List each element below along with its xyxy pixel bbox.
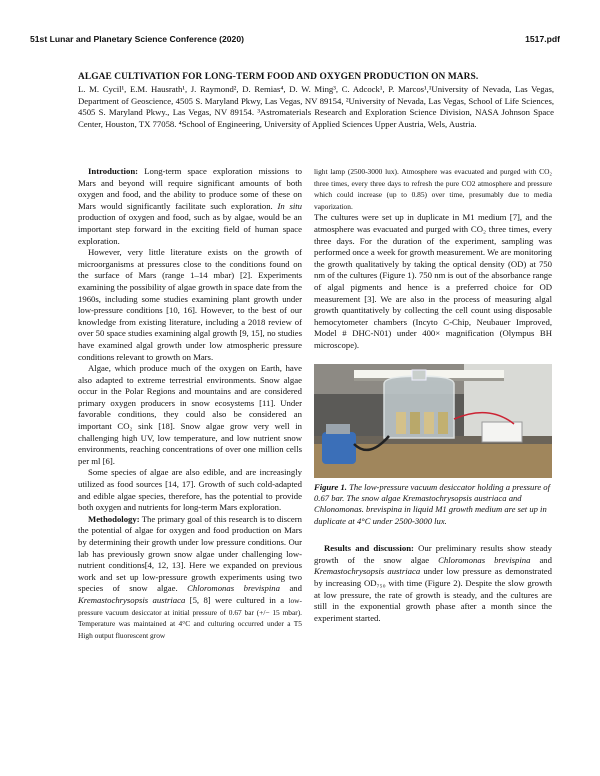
figure-1-caption: Figure 1. The low-pressure vacuum desiccator holding a pressure of 0.67 bar. The snow algae Kremastochrysopsis austriaca and Chlonomonas. brevispina in liquid M1 growth medium are set up in duplicate at 4°C under 2500-3000 lux. bbox=[314, 481, 550, 526]
right-column bbox=[314, 166, 552, 624]
intro-paragraph-4: Some species of algae are also edible, and are increasingly utilized as food sources [14, 17]. Growth of such cold-adapted and edible algae species, therefore, has the potential to provide both oxygen and nutrients for long-term Mars exploration. bbox=[78, 467, 302, 513]
intro-paragraph-3: Algae, which produce much of the oxygen on Earth, have also adapted to extreme terrestrial environments. Snow algae occur in the Polar Regions and mountains and are considered primary oxygen producers in snow ecosystems [11]. Under favorable conditions, they could also be considered an important CO₂ sink [18]. Snow algae grow very well in challenging high UV, low temperature, and low nutrient snow environments, reaching concentrations of over one million cells per ml [6]. bbox=[78, 363, 302, 466]
title-block bbox=[78, 72, 554, 130]
methodology-continued-2: The cultures were set up in duplicate in M1 medium [7], and the atmosphere was evacuated and purged with CO₂ three times, every three days. For the duration of the experiment, sampling was performed once a week for growth measurement. We are monitoring the growth qualitatively by taking the optical density (OD) at 750 nm of the cultures (Figure 1). 750 nm is out of the absorbance range of algal pigments and hence is a preferred choice for OD measurement [3]. We are also in the process of measuring algal growth quantitatively by collecting the cell count using disposable hemocytometer chambers (Incyto C-Chip, Neubauer Improved, Model # DHC-N01) under 400× magnification (Olympus BH microscope). bbox=[314, 212, 552, 350]
desiccator-photo bbox=[314, 364, 552, 478]
figure-1 bbox=[314, 364, 552, 528]
conference-name: 51st Lunar and Planetary Science Conference (2020) bbox=[30, 34, 244, 44]
methodology-paragraph: Methodology: The primary goal of this research is to discern the potential of algae for oxygen and food production on Mars by determining their growth under low pressure conditions. Our lab has previously grown snow algae under challenging low-nutrient conditions[4, 12, 13]. Here we expanded on previous work and set up low-pressure growth experiments using two species of snow algae. Chloromonas brevispina and Kremastochrysopsis austriaca [5, 8] were cultured in a low-pressure vacuum desiccator at initial pressure of 0.67 bar (+/− 15 mbar). Temperature was maintained at 4°C and culturing occurred under a T5 High output fluorescent grow bbox=[78, 513, 302, 640]
left-column bbox=[78, 166, 302, 641]
intro-heading: Introduction: bbox=[88, 166, 139, 176]
results-heading: Results and discussion: bbox=[324, 543, 414, 554]
author-affiliations: L. M. Cycil¹, E.M. Hausrath¹, J. Raymond², D. Remias⁴, D. W. Ming³, C. Adcock¹, P. Marcos¹,¹University of Nevada, Las Vegas, Department of Geoscience, 4505 S. Maryland Pkwy, Las Vegas, NV 89154, ²University of Nevada, Las Vegas, School of Life Sciences, 4505 S. Maryland Pkwy., Las Vegas, NV 89154. ³Astromaterials Research and Exploration Science Division, NASA Johnson Space Center, Houston, TX 77058. ⁴School of Engineering, University of Applied Sciences Upper Austria, Wels, Austria. bbox=[78, 84, 554, 129]
results-paragraph: Results and discussion: Our preliminary results show steady growth of the snow algae Chloromonas brevispina and Kremastochrysopsis austriaca under low pressure as demonstrated by increasing OD₇₅₀ with time (Figure 2). Despite the slow growth at low pressure, the rate of growth is steady, and the cultures are still in the exponential growth phase after a month since the experiment started. bbox=[314, 543, 552, 623]
methodology-continued: light lamp (2500-3000 lux). Atmosphere was evacuated and purged with CO₂ three times, every three days to refresh the pure CO2 atmosphere and pressure which could increase (up to 0.85) over time, presumably due to media vaporization. bbox=[314, 167, 552, 211]
intro-paragraph-2: However, very little literature exists on the growth of microorganisms at pressures close to the conditions found on the surface of Mars (range 1–14 mbar) [2]. Experiments examining the possibility of algae growth in space date from the 1960s, including some studies examining plant growth under low-pressure conditions [10, 16]. However, to the best of our knowledge from existing literature, including a 2018 review of over 50 space studies examining algal growth [9, 15], no studies have examined algal growth under low atmospheric pressure conditions relevant to growth on Mars. bbox=[78, 247, 302, 362]
paper-title: ALGAE CULTIVATION FOR LONG-TERM FOOD AND OXYGEN PRODUCTION ON MARS. bbox=[78, 72, 479, 82]
methodology-heading: Methodology: bbox=[88, 513, 140, 524]
paper-id: 1517.pdf bbox=[525, 34, 560, 44]
running-header bbox=[30, 34, 560, 48]
intro-paragraph-1: Introduction: Long-term space exploration missions to Mars and beyond will require significant amounts of both oxygen and food, and the ability to produce some of these on Mars would significantly facilitate such exploration. In situ production of oxygen and food, such as by algae, would be an important step forward in the exciting field of human space exploration. bbox=[78, 166, 302, 246]
